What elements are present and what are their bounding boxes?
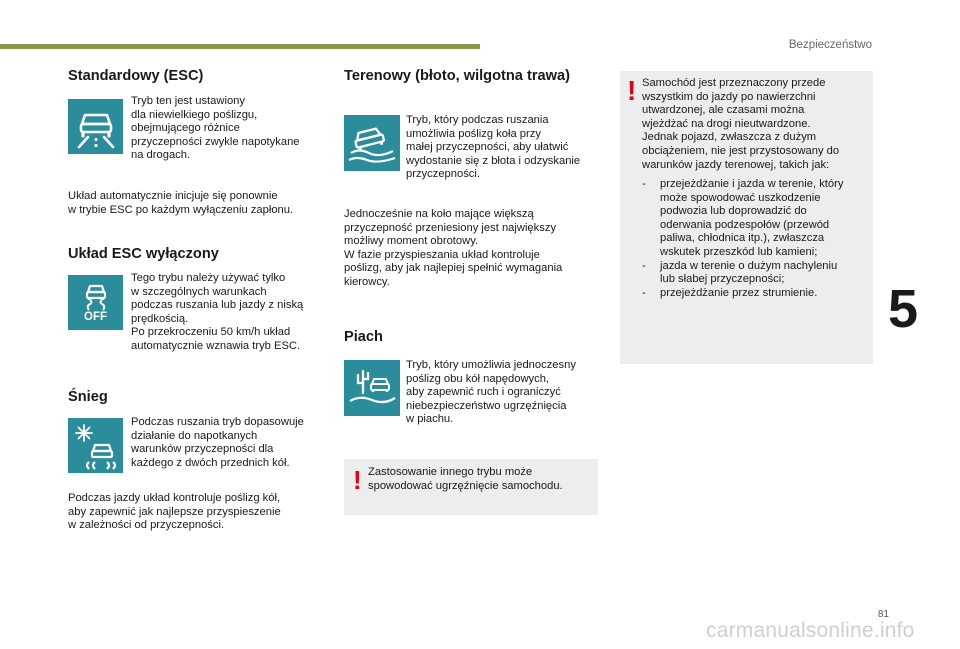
snowflake-car-icon [68,418,123,473]
esc-heading: Standardowy (ESC) [68,68,204,84]
snow-heading: Śnieg [68,389,108,405]
mud-paragraph: Jednocześnie na koło mające większą przyczepność przeniesiony jest największy możliwy moment obrotowy. W fazie przyspieszania układ kontroluje poślizg, aby jak najlepiej spełnić wymagania kierowcy. [344,208,563,288]
esc-off-description: Tego trybu należy używać tylko w szczególnych warunkach podczas ruszania lub jazdy z niską prędkością. Po przekroczeniu 50 km/h układ automatycznie wznawia tryb ESC. [131,272,304,352]
section-title: Bezpieczeństwo [788,39,872,51]
mode-warning-text: Zastosowanie innego trybu może spowodować ugrzęźnięcie samochodu. [368,466,563,492]
header-accent-bar [0,44,480,49]
exclamation-icon: ! [353,465,362,495]
esc-off-heading: Układ ESC wyłączony [68,246,219,262]
list-item: - przejeżdżanie przez strumienie. [642,287,852,301]
esc-off-icon-label: OFF [84,310,107,323]
sand-description: Tryb, który umożliwia jednoczesny poślizg obu kół napędowych, aby zapewnić ruch i ograniczyć niebezpieczeństwo ugrzęźnięcia w piachu. [406,359,576,426]
esc-description: Tryb ten jest ustawiony dla niewielkiego poślizgu, obejmującego różnice przyczepności zwykle napotykane na drogach. [131,95,300,162]
snow-description: Podczas ruszania tryb dopasowuje działanie do napotkanych warunków przyczepności dla każdego z dwóch przednich kół. [131,416,304,469]
mud-car-icon [344,115,400,171]
mode-warning-note [344,459,598,515]
car-traction-lanes-icon [68,99,123,154]
esc-off-icon [68,275,123,330]
sand-heading: Piach [344,329,383,345]
offroad-warning-intro: Samochód jest przeznaczony przede wszystkim do jazdy po nawierzchni utwardzonej, ale czasami można wjeżdżać na drogi nieutwardzone. Jednak pojazd, zwłaszcza z dużym obciążeniem, nie jest przystosowany do warunków jazdy terenowej, takich jak: [642,77,840,171]
watermark: carmanualsonline.info [706,619,915,642]
exclamation-icon: ! [627,75,637,106]
snow-paragraph: Podczas jazdy układ kontroluje poślizg kół, aby zapewnić jak najlepsze przyspieszenie w zależności od przyczepności. [68,492,281,532]
offroad-warning-list [642,178,852,300]
page-number: 81 [877,609,889,620]
mud-heading: Terenowy (błoto, wilgotna trawa) [344,68,570,84]
offroad-warning-note [620,71,873,364]
list-item: - przejeżdżanie i jazda w terenie, który może spowodować uszkodzenie podwozia lub doprowadzić do oderwania podzespołów (przewód paliwa, chłodnica itp.), zwłaszcza wskutek przeszkód lub kamieni; [642,178,852,260]
chapter-number: 5 [888,279,919,339]
sand-cactus-icon [344,360,400,416]
esc-paragraph: Układ automatycznie inicjuje się ponownie w trybie ESC po każdym wyłączeniu zapłonu. [68,190,294,216]
list-item: - jazda w terenie o dużym nachyleniu lub słabej przyczepności; [642,260,852,287]
mud-description: Tryb, który podczas ruszania umożliwia poślizg koła przy małej przyczepności, aby ułatwić wydostanie się z błota i odzyskanie przyczepności. [406,114,581,181]
